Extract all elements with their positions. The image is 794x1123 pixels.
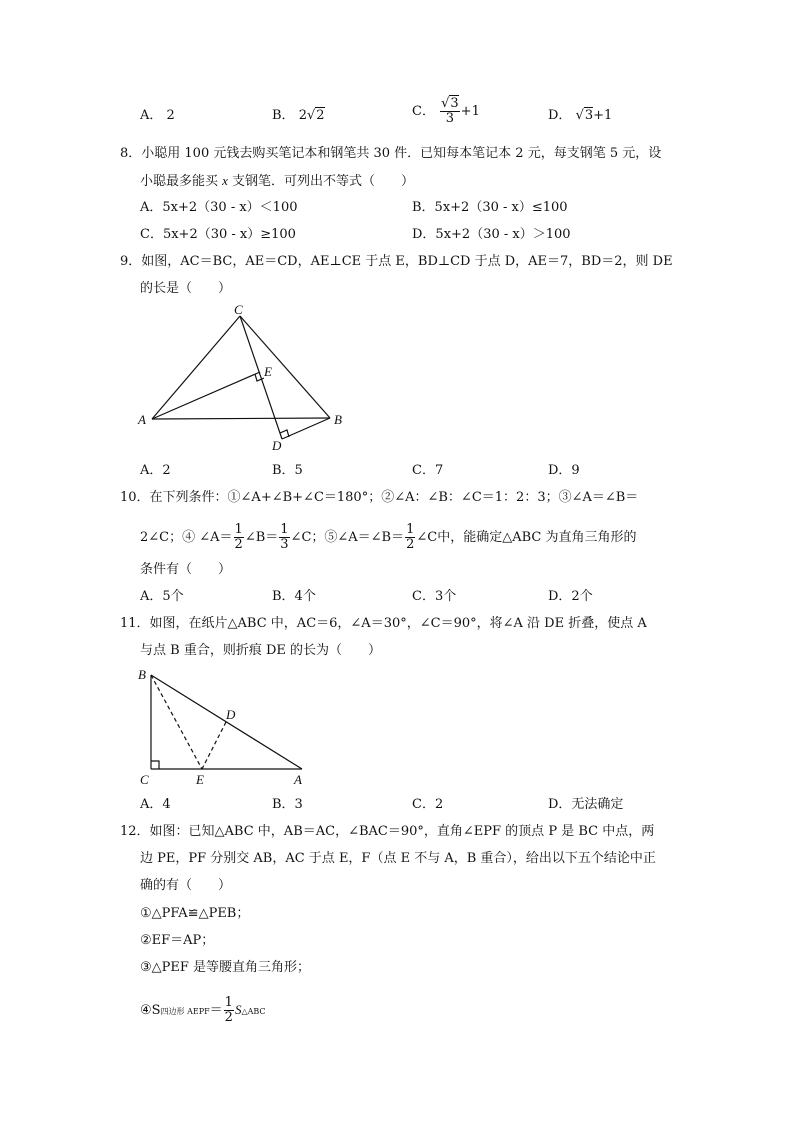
q10-option-d: D．2个 <box>548 589 593 604</box>
q10-option-c: C．3个 <box>412 589 457 604</box>
q8-stem-line2: 小聪最多能买 x 支钢笔．可列出不等式（ ） <box>140 173 415 189</box>
q11-segment-ba <box>151 675 302 769</box>
q12-stem-line2: 边 PE，PF 分别交 AB，AC 于点 E，F（点 E 不与 A，B 重合），给出以下五个结论中正 <box>140 851 656 866</box>
q10-stem-line2: 2∠C；④ ∠A＝ $\frac{1}{2}$ ∠B＝ $\frac{1}{3}$ ∠C；⑤∠A＝∠B＝ $\frac{1}{2}$ ∠C中，能确定△ABC 为直角三角形的 <box>140 522 637 552</box>
q12-conclusion-4: ④S四边形 AEPF＝ $\frac{1}{2}$ S△ABC <box>140 995 266 1025</box>
q9-label-b: B <box>334 412 342 427</box>
q12-conclusion-1: ①△PFA≌△PEB； <box>140 906 250 921</box>
q11-option-b: B．3 <box>272 797 303 812</box>
q11-stem-line1: 11．如图，在纸片△ABC 中，AC＝6，∠A＝30°，∠C＝90°，将∠A 沿 DE 折叠，使点 A <box>120 616 647 631</box>
q9-label-c: C <box>234 302 243 317</box>
q9-label-a: A <box>138 412 146 427</box>
q10-option-b: B．4个 <box>272 589 316 604</box>
q11-figure <box>130 665 320 790</box>
q10-option-a: A．5个 <box>140 589 184 604</box>
q9-segment-cb <box>240 316 330 418</box>
q9-option-a: A．2 <box>140 463 171 478</box>
q7-option-b: B． 2√2 <box>272 108 325 123</box>
q9-option-c: C．7 <box>412 463 444 478</box>
q8-option-b: B．5x+2（30 - x）≤100 <box>412 200 568 215</box>
q11-label-d: D <box>226 707 236 722</box>
q8-stem-line1: 8．小聪用 100 元钱去购买笔记本和钢笔共 30 件．已知每本笔记本 2 元，每支钢笔 5 元，设 <box>120 146 662 161</box>
q7-option-a: A． 2 <box>140 108 175 123</box>
q9-stem-line1: 9．如图，AC＝BC，AE＝CD，AE⊥CE 于点 E，BD⊥CD 于点 D，AE＝7，BD＝2，则 DE <box>120 254 673 269</box>
q8-option-a: A．5x+2（30 - x）＜100 <box>140 200 298 215</box>
q11-option-c: C．2 <box>412 797 444 812</box>
q11-stem-line2: 与点 B 重合，则折痕 DE 的长为（ ） <box>140 643 381 658</box>
q9-stem-line2: 的长是（ ） <box>140 281 232 296</box>
q9-label-d: D <box>272 438 282 453</box>
q11-fold-de <box>202 722 226 769</box>
q11-label-b: B <box>138 667 146 682</box>
q7-option-c: C． $\frac{√3}{3}$ +1 <box>412 96 480 126</box>
q9-segment-ab <box>152 418 330 419</box>
q9-figure <box>130 300 360 460</box>
q7-option-d: D． √3+1 <box>548 108 613 123</box>
q9-option-b: B．5 <box>272 463 303 478</box>
q9-segment-ae <box>152 372 260 419</box>
q9-segment-ca <box>152 316 240 419</box>
q12-stem-line3: 确的有（ ） <box>140 878 232 893</box>
q11-option-a: A．4 <box>140 797 171 812</box>
q11-right-angle-c <box>151 761 159 769</box>
q12-conclusion-2: ②EF＝AP； <box>140 933 215 948</box>
q10-stem-line1: 10．在下列条件：①∠A+∠B+∠C＝180°；②∠A：∠B：∠C＝1：2：3；③∠A＝∠B＝ <box>120 490 639 505</box>
q9-right-angle-e <box>255 374 264 381</box>
q9-label-e: E <box>264 364 272 379</box>
q9-option-d: D．9 <box>548 463 580 478</box>
q12-stem-line1: 12．如图：已知△ABC 中，AB＝AC，∠BAC＝90°，直角∠EPF 的顶点 P 是 BC 中点，两 <box>120 824 655 839</box>
q12-conclusion-3: ③△PEF 是等腰直角三角形； <box>140 960 311 975</box>
q11-label-a: A <box>294 772 302 787</box>
q11-fold-be <box>151 675 202 769</box>
q11-label-c: C <box>140 772 149 787</box>
q8-option-c: C．5x+2（30 - x）≥100 <box>140 227 296 242</box>
q11-option-d: D．无法确定 <box>548 797 624 812</box>
q10-stem-line3: 条件有（ ） <box>140 562 232 577</box>
q8-option-d: D．5x+2（30 - x）＞100 <box>412 227 571 242</box>
q11-label-e: E <box>196 772 204 787</box>
